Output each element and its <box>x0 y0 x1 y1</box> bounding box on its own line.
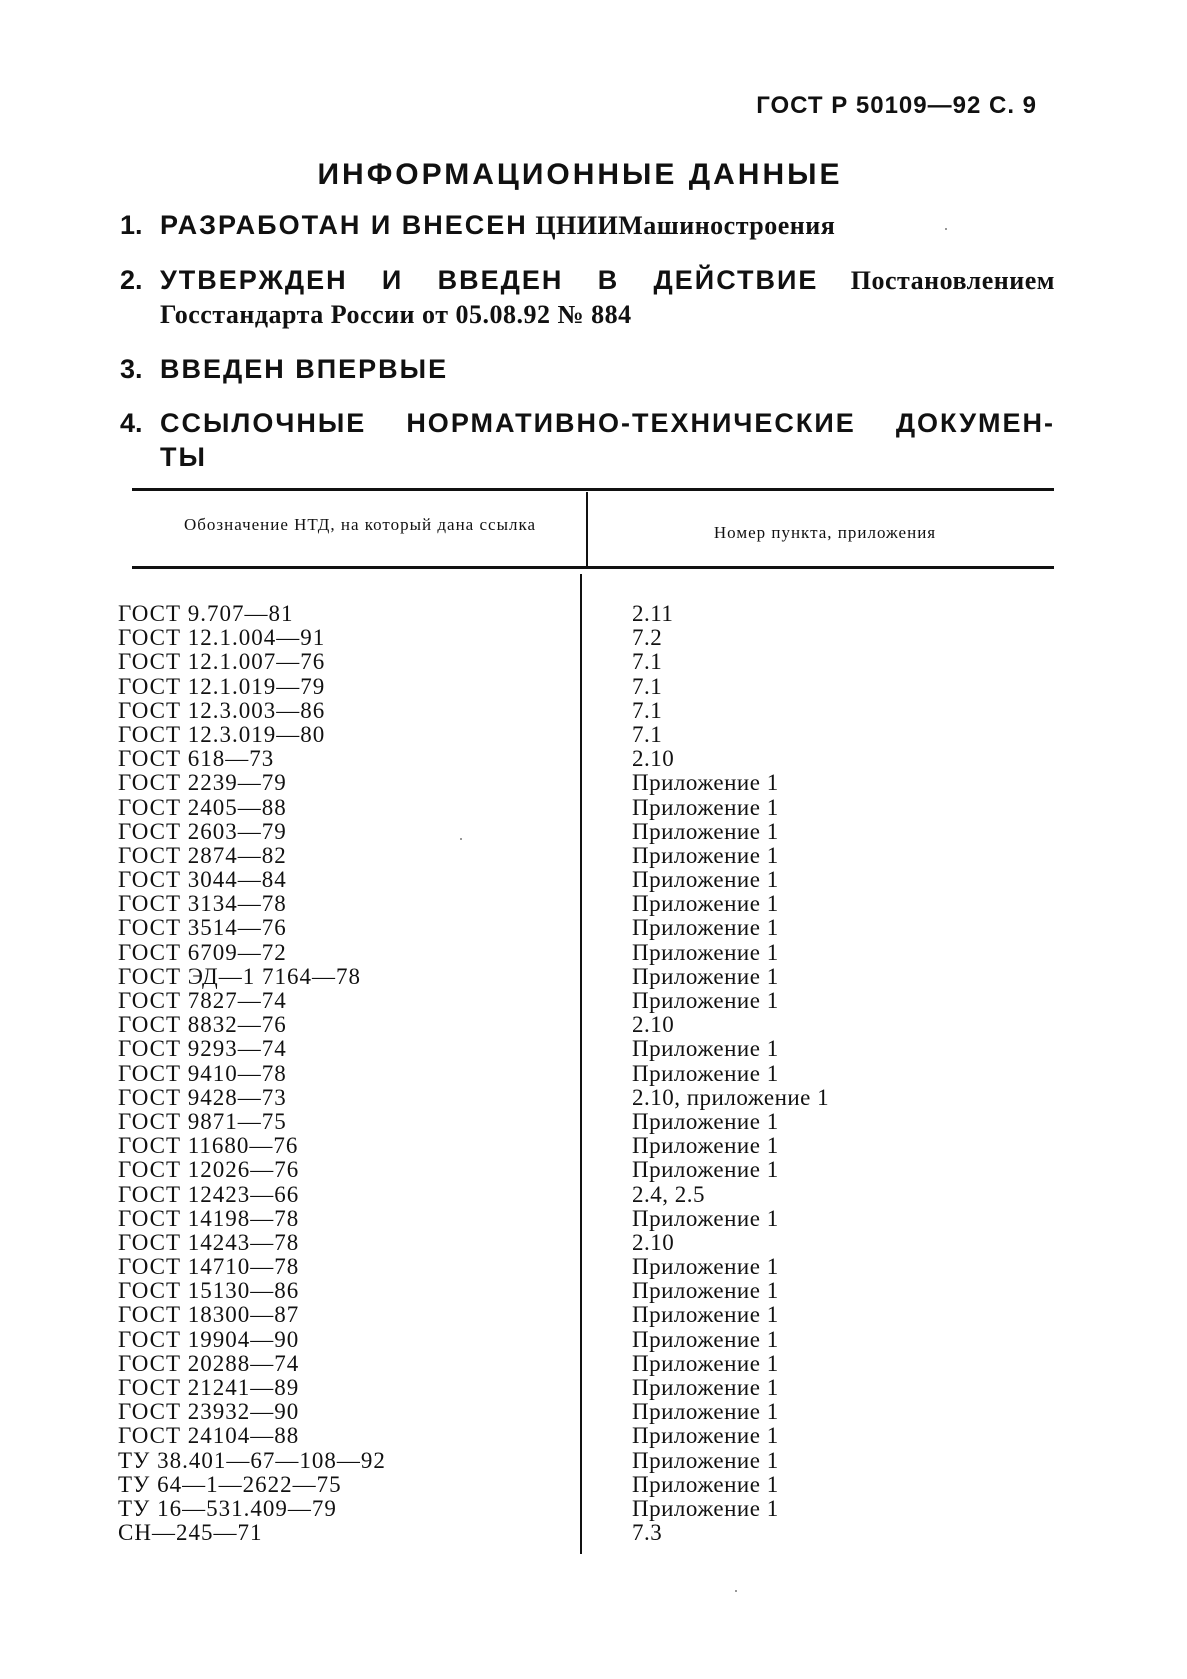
ntd-designation: ГОСТ 14198—78 <box>118 1205 300 1231</box>
table-row <box>118 1424 1058 1448</box>
clause-reference: Приложение 1 <box>632 1060 779 1086</box>
ntd-designation: ГОСТ 12.1.007—76 <box>118 649 326 675</box>
clause-reference: Приложение 1 <box>632 842 779 868</box>
table-row <box>118 1183 1058 1207</box>
table-row <box>118 1497 1058 1521</box>
document-code: ГОСТ Р 50109—92 С. 9 <box>756 92 1037 119</box>
clause-reference: Приложение 1 <box>632 1205 779 1231</box>
table-row <box>118 844 1058 868</box>
reference-table-body <box>118 602 1058 1545</box>
scan-speck <box>945 228 947 230</box>
clause-reference: 2.10 <box>632 1229 675 1255</box>
table-row <box>118 699 1058 723</box>
ntd-designation: ГОСТ 20288—74 <box>118 1350 300 1376</box>
item-number: 3. <box>120 354 143 384</box>
item-detail-continued: Госстандарта России от 05.08.92 № 884 <box>160 300 632 329</box>
table-header-rule <box>132 566 1054 569</box>
table-row <box>118 941 1058 965</box>
info-items-list <box>120 208 1055 494</box>
column-header-clause: Номер пункта, приложения <box>713 523 937 542</box>
clause-reference: Приложение 1 <box>632 1350 779 1376</box>
item-detail: ЦНИИМашиностроения <box>535 211 836 240</box>
clause-reference: Приложение 1 <box>632 794 779 820</box>
table-row <box>118 747 1058 771</box>
clause-reference: 7.1 <box>632 673 663 699</box>
table-row <box>118 1231 1058 1255</box>
table-row <box>118 1037 1058 1061</box>
table-row <box>118 602 1058 626</box>
table-row <box>118 1086 1058 1110</box>
ntd-designation: ГОСТ 2874—82 <box>118 842 287 868</box>
table-row <box>118 1521 1058 1545</box>
page-title: ИНФОРМАЦИОННЫЕ ДАННЫЕ <box>317 158 843 191</box>
table-row <box>118 650 1058 674</box>
clause-reference: Приложение 1 <box>632 1108 779 1134</box>
table-header-divider <box>586 492 588 566</box>
ntd-designation: ГОСТ 3514—76 <box>118 915 287 941</box>
ntd-designation: ГОСТ 24104—88 <box>118 1423 300 1449</box>
table-row <box>118 868 1058 892</box>
ntd-designation: ГОСТ 14710—78 <box>118 1254 300 1280</box>
item-number: 2. <box>120 265 143 295</box>
clause-reference: 7.1 <box>632 649 663 675</box>
scan-speck <box>460 838 462 840</box>
table-row <box>118 1207 1058 1231</box>
ntd-designation: ГОСТ 12.1.004—91 <box>118 625 326 651</box>
table-row <box>118 1352 1058 1376</box>
ntd-designation: ГОСТ 9.707—81 <box>118 601 294 626</box>
table-row <box>118 1110 1058 1134</box>
item-heading: ВВЕДЕН ВПЕРВЫЕ <box>160 354 449 384</box>
table-row <box>118 1400 1058 1424</box>
info-item-3 <box>120 352 1055 386</box>
ntd-designation: ТУ 38.401—67—108—92 <box>118 1447 386 1473</box>
table-row <box>118 796 1058 820</box>
ntd-designation: ГОСТ ЭД—1 7164—78 <box>118 963 361 989</box>
clause-reference: 2.10 <box>632 746 675 772</box>
ntd-designation: ГОСТ 8832—76 <box>118 1012 287 1038</box>
item-number: 1. <box>120 210 143 240</box>
ntd-designation: ГОСТ 3134—78 <box>118 891 287 917</box>
clause-reference: Приложение 1 <box>632 818 779 844</box>
item-heading: УТВЕРЖДЕН И ВВЕДЕН В ДЕЙСТВИЕ <box>160 265 819 295</box>
clause-reference: 7.2 <box>632 625 663 651</box>
clause-reference: Приложение 1 <box>632 891 779 917</box>
ntd-designation: ГОСТ 21241—89 <box>118 1375 300 1400</box>
table-row <box>118 626 1058 650</box>
clause-reference: Приложение 1 <box>632 963 779 989</box>
clause-reference: 2.10 <box>632 1012 675 1038</box>
item-body <box>160 352 1055 386</box>
ntd-designation: ГОСТ 6709—72 <box>118 939 287 965</box>
clause-reference: Приложение 1 <box>632 1375 779 1400</box>
item-heading: РАЗРАБОТАН И ВНЕСЕН <box>160 210 528 240</box>
clause-reference: Приложение 1 <box>632 1423 779 1449</box>
clause-reference: Приложение 1 <box>632 915 779 941</box>
ntd-designation: ГОСТ 23932—90 <box>118 1399 300 1425</box>
clause-reference: 2.10, приложение 1 <box>632 1084 830 1110</box>
ntd-designation: ГОСТ 18300—87 <box>118 1302 300 1328</box>
table-row <box>118 675 1058 699</box>
table-row <box>118 1303 1058 1327</box>
ntd-designation: ТУ 16—531.409—79 <box>118 1495 337 1521</box>
ntd-designation: ГОСТ 15130—86 <box>118 1278 300 1304</box>
table-row <box>118 1473 1058 1497</box>
item-detail: Постановлением <box>850 266 1055 295</box>
clause-reference: Приложение 1 <box>632 1495 779 1521</box>
ntd-designation: ГОСТ 12.3.003—86 <box>118 697 326 723</box>
ntd-designation: ГОСТ 9871—75 <box>118 1108 287 1134</box>
item-line <box>160 263 1055 298</box>
ntd-designation: ГОСТ 2405—88 <box>118 794 287 820</box>
ntd-designation: ГОСТ 9293—74 <box>118 1036 287 1062</box>
table-row <box>118 1279 1058 1303</box>
clause-reference: Приложение 1 <box>632 939 779 965</box>
table-row <box>118 989 1058 1013</box>
ntd-designation: ГОСТ 12.1.019—79 <box>118 673 326 699</box>
ntd-designation: ГОСТ 7827—74 <box>118 988 287 1013</box>
clause-reference: Приложение 1 <box>632 1326 779 1352</box>
clause-reference: Приложение 1 <box>632 1302 779 1328</box>
table-row <box>118 771 1058 795</box>
item-body <box>160 208 1055 243</box>
item-body <box>160 263 1055 332</box>
item-heading: ССЫЛОЧНЫЕ НОРМАТИВНО-ТЕХНИЧЕСКИЕ ДОКУМЕН- <box>160 408 1055 438</box>
clause-reference: Приложение 1 <box>632 1133 779 1159</box>
table-row <box>118 1328 1058 1352</box>
clause-reference: Приложение 1 <box>632 1471 779 1497</box>
info-item-2 <box>120 263 1055 332</box>
clause-reference: Приложение 1 <box>632 1036 779 1062</box>
clause-reference: 7.1 <box>632 721 663 747</box>
clause-reference: Приложение 1 <box>632 770 779 796</box>
ntd-designation: СН—245—71 <box>118 1520 263 1546</box>
clause-reference: Приложение 1 <box>632 1399 779 1425</box>
table-row <box>118 1449 1058 1473</box>
clause-reference: Приложение 1 <box>632 867 779 893</box>
ntd-designation: ГОСТ 9410—78 <box>118 1060 287 1086</box>
ntd-designation: ГОСТ 9428—73 <box>118 1084 287 1110</box>
ntd-designation: ГОСТ 3044—84 <box>118 867 287 893</box>
info-item-1 <box>120 208 1055 243</box>
table-row <box>118 820 1058 844</box>
table-row <box>118 916 1058 940</box>
ntd-designation: ГОСТ 19904—90 <box>118 1326 300 1352</box>
table-row <box>118 892 1058 916</box>
info-item-4 <box>120 406 1055 474</box>
ntd-designation: ГОСТ 618—73 <box>118 746 275 772</box>
table-row <box>118 723 1058 747</box>
ntd-designation: ГОСТ 12026—76 <box>118 1157 300 1183</box>
item-heading-continued: ТЫ <box>160 442 207 472</box>
clause-reference: 2.11 <box>632 601 674 626</box>
clause-reference: 2.4, 2.5 <box>632 1181 705 1207</box>
scan-speck <box>735 1590 737 1592</box>
ntd-designation: ГОСТ 2603—79 <box>118 818 287 844</box>
clause-reference: 7.3 <box>632 1520 663 1546</box>
table-row <box>118 1255 1058 1279</box>
clause-reference: Приложение 1 <box>632 1447 779 1473</box>
ntd-designation: ТУ 64—1—2622—75 <box>118 1471 342 1497</box>
table-row <box>118 1062 1058 1086</box>
ntd-designation: ГОСТ 12423—66 <box>118 1181 300 1207</box>
ntd-designation: ГОСТ 2239—79 <box>118 770 287 796</box>
ntd-designation: ГОСТ 11680—76 <box>118 1133 299 1159</box>
column-header-designation: Обозначение НТД, на который дана ссылка <box>183 515 537 534</box>
table-row <box>118 1376 1058 1400</box>
clause-reference: Приложение 1 <box>632 1254 779 1280</box>
table-row <box>118 1134 1058 1158</box>
table-row <box>118 1158 1058 1182</box>
clause-reference: Приложение 1 <box>632 1278 779 1304</box>
table-row <box>118 965 1058 989</box>
clause-reference: 7.1 <box>632 697 663 723</box>
ntd-designation: ГОСТ 12.3.019—80 <box>118 721 326 747</box>
table-row <box>118 1013 1058 1037</box>
ntd-designation: ГОСТ 14243—78 <box>118 1229 300 1255</box>
clause-reference: Приложение 1 <box>632 988 779 1013</box>
clause-reference: Приложение 1 <box>632 1157 779 1183</box>
item-body <box>160 406 1055 474</box>
table-top-rule <box>132 488 1054 491</box>
item-number: 4. <box>120 408 143 438</box>
